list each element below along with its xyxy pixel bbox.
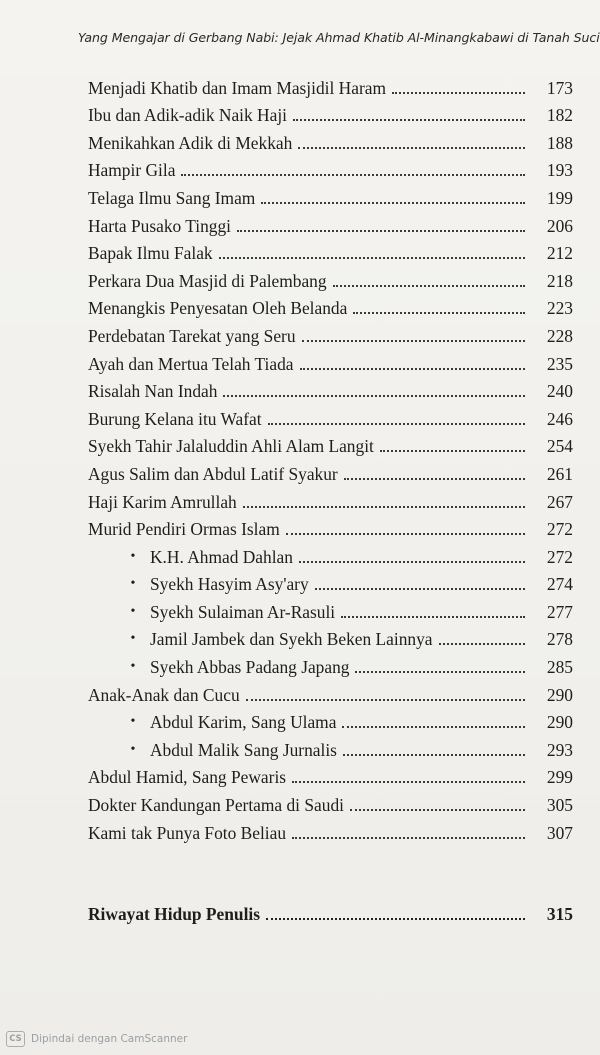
toc-entry-title: Syekh Abbas Padang Japang (150, 657, 350, 678)
dot-leader (223, 395, 525, 397)
dot-leader (353, 312, 525, 314)
toc-entry-title: Menikahkan Adik di Mekkah (88, 132, 293, 153)
toc-entry-page: 223 (546, 298, 573, 319)
toc-subentry (88, 567, 573, 595)
toc-entry-title: Hampir Gila (88, 160, 176, 181)
toc-entry (88, 98, 573, 126)
bullet-icon: • (130, 576, 136, 592)
dot-leader (341, 616, 525, 618)
toc-entry-page: 290 (546, 684, 573, 705)
toc-entry-title: Abdul Karim, Sang Ulama (150, 712, 337, 733)
toc-entry-author-bio (88, 896, 573, 924)
toc-entry (88, 208, 573, 236)
dot-leader (266, 918, 525, 920)
toc-entry-page: 261 (546, 463, 573, 484)
dot-leader (392, 92, 525, 94)
toc-entry (88, 677, 573, 705)
toc-entry-title: Bapak Ilmu Falak (88, 243, 213, 264)
toc-entry-page: 182 (546, 105, 573, 126)
camscanner-logo-icon: CS (6, 1031, 25, 1047)
toc-entry-page: 272 (546, 519, 573, 540)
toc-entry-page: 267 (546, 491, 573, 512)
toc-entry (88, 456, 573, 484)
toc-entry-title: Menangkis Penyesatan Oleh Belanda (88, 298, 348, 319)
dot-leader (343, 754, 525, 756)
dot-leader (344, 478, 525, 480)
dot-leader (439, 643, 525, 645)
toc-entry-page: 193 (546, 160, 573, 181)
toc-entry-title: Telaga Ilmu Sang Imam (88, 187, 256, 208)
toc-entry-title: K.H. Ahmad Dahlan (150, 546, 293, 567)
toc-entry (88, 291, 573, 319)
scanner-watermark-text: Dipindai dengan CamScanner (31, 1033, 188, 1045)
toc-entry (88, 484, 573, 512)
toc-entry-page: 272 (546, 546, 573, 567)
dot-leader (286, 533, 525, 535)
dot-leader (268, 423, 525, 425)
toc-entry-page: 254 (546, 436, 573, 457)
dot-leader (350, 809, 525, 811)
closing-entry (88, 896, 573, 924)
toc-entry-page: 277 (546, 601, 573, 622)
dot-leader (181, 174, 525, 176)
toc-entry (88, 401, 573, 429)
toc-entry (88, 787, 573, 815)
bullet-icon: • (130, 548, 136, 564)
toc-entry-title: Dokter Kandungan Pertama di Saudi (88, 795, 344, 816)
toc-entry-page: 305 (546, 795, 573, 816)
toc-entry-page: 246 (546, 408, 573, 429)
toc-entry-title: Ibu dan Adik-adik Naik Haji (88, 105, 287, 126)
dot-leader (292, 781, 525, 783)
toc-entry-title: Abdul Hamid, Sang Pewaris (88, 767, 287, 788)
toc-entry-title: Anak-Anak dan Cucu (88, 684, 240, 705)
toc-entry-page: 228 (546, 325, 573, 346)
dot-leader (292, 837, 525, 839)
toc-entry (88, 236, 573, 264)
toc-entry-title: Syekh Hasyim Asy'ary (150, 574, 309, 595)
toc-entry (88, 153, 573, 181)
bullet-icon: • (130, 603, 136, 619)
bullet-icon: • (130, 714, 136, 730)
toc-entry-title: Perkara Dua Masjid di Palembang (88, 270, 327, 291)
dot-leader (298, 147, 525, 149)
toc-entry-title: Risalah Nan Indah (88, 381, 218, 402)
toc-entry (88, 815, 573, 843)
toc-entry (88, 346, 573, 374)
toc-entry (88, 318, 573, 346)
toc-entry-page: 188 (546, 132, 573, 153)
toc-entry-title: Burung Kelana itu Wafat (88, 408, 262, 429)
toc-entry-title: Jamil Jambek dan Syekh Beken Lainnya (150, 629, 433, 650)
toc-entry-title: Syekh Sulaiman Ar-Rasuli (150, 601, 336, 622)
toc-entry (88, 760, 573, 788)
toc-entry-title: Kami tak Punya Foto Beliau (88, 822, 287, 843)
dot-leader (380, 450, 525, 452)
dot-leader (299, 561, 525, 563)
toc-entry (88, 512, 573, 540)
toc-entry-title: Murid Pendiri Ormas Islam (88, 519, 280, 540)
dot-leader (315, 588, 525, 590)
bullet-icon: • (130, 631, 136, 647)
toc-subentry (88, 594, 573, 622)
toc-entry (88, 125, 573, 153)
toc-entry-page: 218 (546, 270, 573, 291)
toc-entry-page: 278 (546, 629, 573, 650)
toc-entry-title: Syekh Tahir Jalaluddin Ahli Alam Langit (88, 436, 374, 457)
toc-entry-title: Perdebatan Tarekat yang Seru (88, 325, 296, 346)
dot-leader (342, 726, 525, 728)
dot-leader (243, 506, 525, 508)
dot-leader (261, 202, 525, 204)
toc-subentry (88, 622, 573, 650)
toc-entry-page: 206 (546, 215, 573, 236)
toc-entry-page: 235 (546, 353, 573, 374)
toc-entry (88, 429, 573, 457)
toc-entry-title: Riwayat Hidup Penulis (88, 903, 261, 924)
toc-entry (88, 180, 573, 208)
dot-leader (237, 230, 525, 232)
toc-entry-page: 315 (546, 903, 573, 924)
toc-entry-page: 212 (546, 243, 573, 264)
dot-leader (333, 285, 525, 287)
toc-entry (88, 374, 573, 402)
toc-entry-page: 274 (546, 574, 573, 595)
toc-subentry (88, 732, 573, 760)
bullet-icon: • (130, 659, 136, 675)
toc-entry-title: Agus Salim dan Abdul Latif Syakur (88, 463, 338, 484)
scanner-watermark (6, 1031, 187, 1047)
toc-entry-title: Ayah dan Mertua Telah Tiada (88, 353, 294, 374)
dot-leader (300, 368, 525, 370)
toc-entry-page: 285 (546, 657, 573, 678)
dot-leader (355, 671, 525, 673)
toc-subentry (88, 705, 573, 733)
toc-entry-page: 293 (546, 739, 573, 760)
table-of-contents (88, 70, 573, 843)
dot-leader (219, 257, 525, 259)
dot-leader (246, 699, 525, 701)
toc-entry-page: 173 (546, 77, 573, 98)
running-head: Yang Mengajar di Gerbang Nabi: Jejak Ahmad Khatib Al-Minangkabawi di Tanah Suci (78, 30, 600, 45)
toc-entry-title: Haji Karim Amrullah (88, 491, 237, 512)
toc-entry-page: 299 (546, 767, 573, 788)
toc-entry-page: 307 (546, 822, 573, 843)
toc-entry-page: 199 (546, 187, 573, 208)
dot-leader (302, 340, 525, 342)
toc-entry-page: 240 (546, 381, 573, 402)
toc-subentry (88, 649, 573, 677)
toc-entry-title: Menjadi Khatib dan Imam Masjidil Haram (88, 77, 386, 98)
toc-entry-page: 290 (546, 712, 573, 733)
toc-entry (88, 70, 573, 98)
toc-entry-title: Abdul Malik Sang Jurnalis (150, 739, 337, 760)
toc-entry (88, 263, 573, 291)
toc-subentry (88, 539, 573, 567)
toc-entry-title: Harta Pusako Tinggi (88, 215, 232, 236)
bullet-icon: • (130, 741, 136, 757)
dot-leader (293, 119, 525, 121)
